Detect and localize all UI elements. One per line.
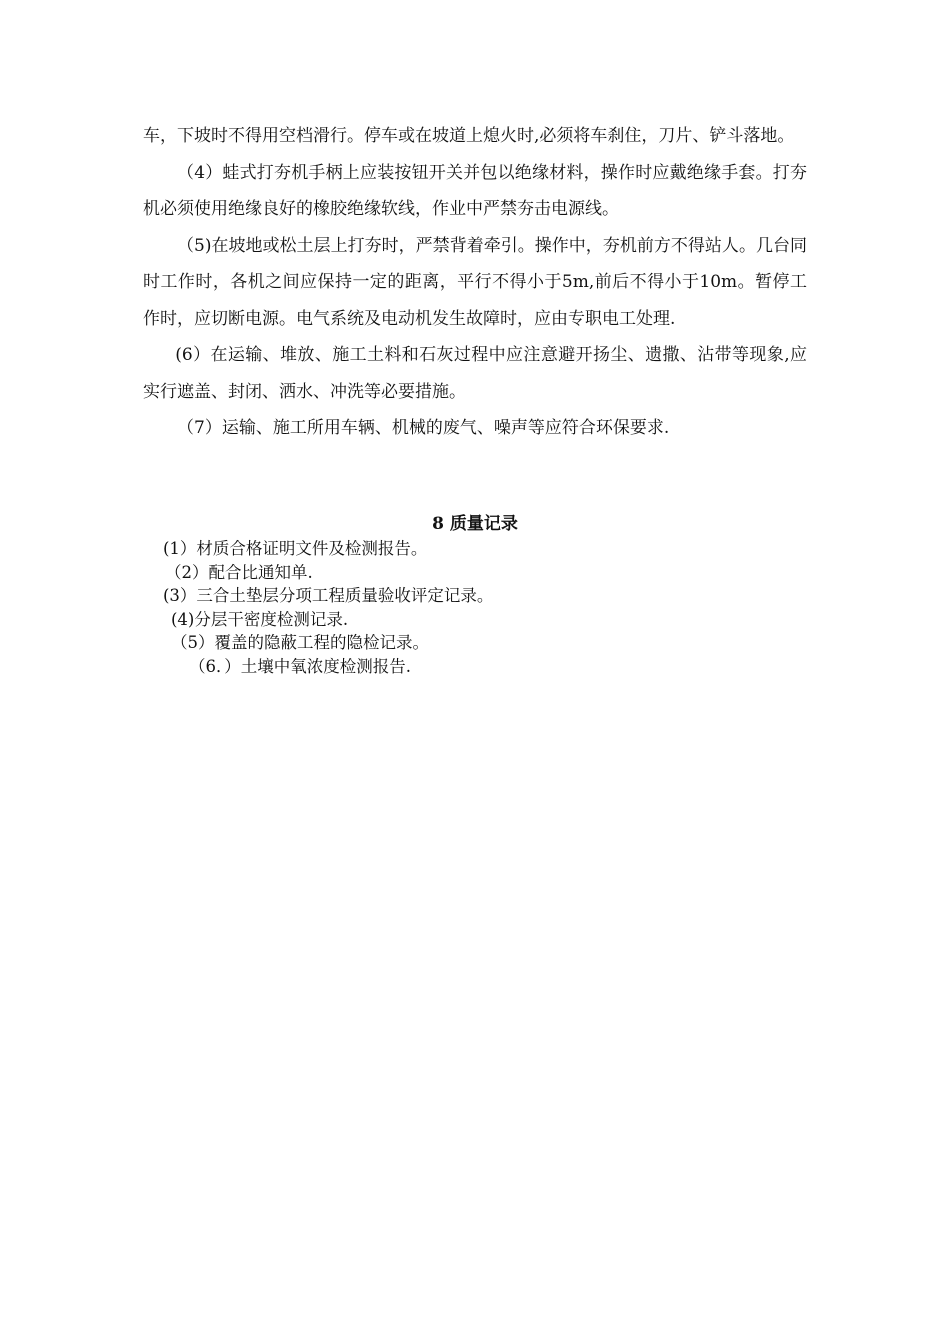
record-item-2: （2）配合比通知单.	[165, 562, 313, 582]
paragraph-item-6: (6）在运输、堆放、施工土料和石灰过程中应注意避开扬尘、遗撒、沾带等现象,应实行遮盖、封闭、洒水、冲洗等必要措施。	[143, 345, 807, 402]
section-title: 8 质量记录	[432, 514, 518, 534]
quality-records-list	[143, 537, 807, 678]
paragraph-item-5: （5)在坡地或松土层上打夯时，严禁背着牵引。操作中，夯机前方不得站人。几台同时工作时，各机之间应保持一定的距离，平行不得小于5m,前后不得小于10m。暂停工作时，应切断电源。电气系统及电动机发生故障时，应由专职电工处理.	[143, 235, 807, 329]
record-item-6: （6．）土壤中氧浓度检测报告.	[189, 656, 411, 676]
record-item-4: (4)分层干密度检测记录.	[171, 609, 349, 629]
paragraph-item-7: （7）运输、施工所用车辆、机械的废气、噪声等应符合环保要求.	[177, 418, 670, 438]
paragraph-item-4: （4）蛙式打夯机手柄上应装按钮开关并包以绝缘材料，操作时应戴绝缘手套。打夯机必须使用绝缘良好的橡胶绝缘软线，作业中严禁夯击电源线。	[143, 162, 807, 219]
record-item-1: (1）材质合格证明文件及检测报告。	[163, 539, 428, 558]
record-item-3: (3）三合土垫层分项工程质量验收评定记录。	[163, 586, 494, 605]
paragraph-continuation: 车，下坡时不得用空档滑行。停车或在坡道上熄火时,必须将车刹住，刀片、铲斗落地。	[143, 126, 795, 146]
body-text	[143, 118, 807, 447]
record-item-5: （5）覆盖的隐蔽工程的隐检记录。	[171, 633, 429, 652]
